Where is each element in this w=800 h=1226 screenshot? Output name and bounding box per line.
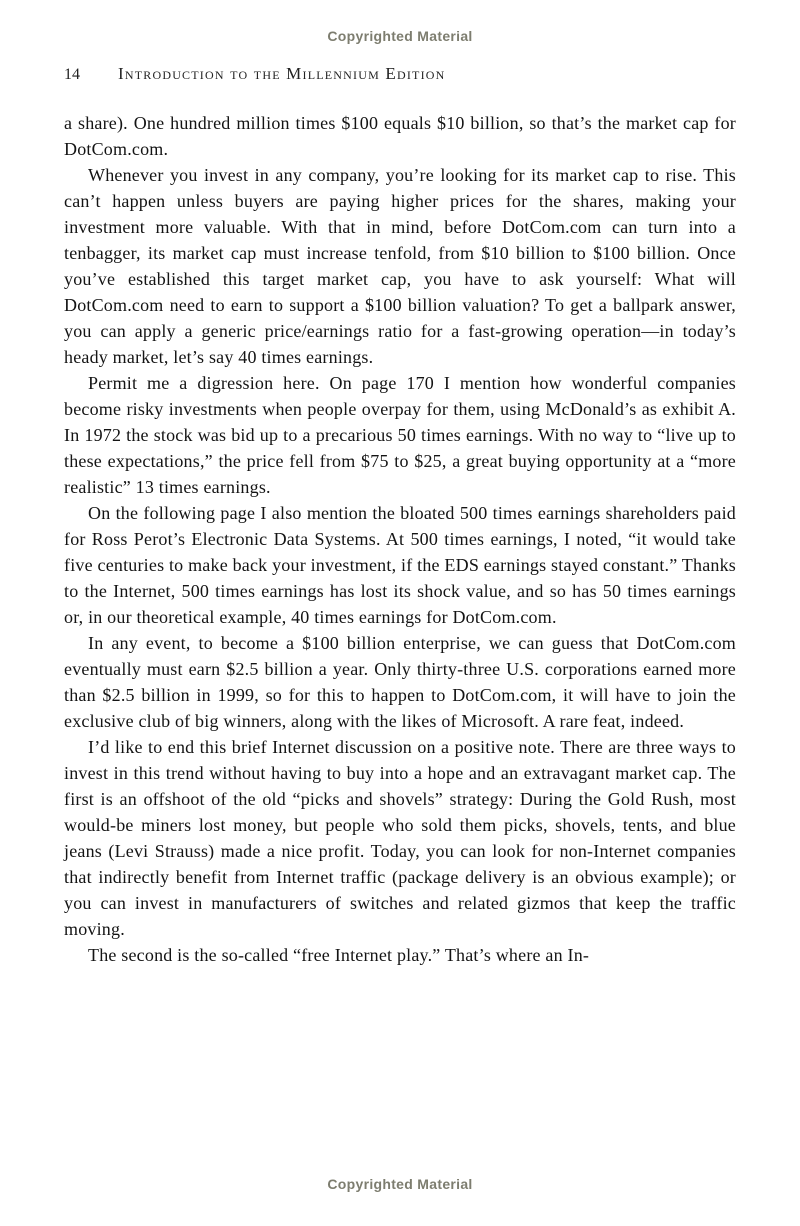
- page-number: 14: [64, 66, 80, 83]
- page-body: [64, 110, 736, 968]
- paragraph: On the following page I also mention the bloated 500 times earnings shareholders paid for Ross Perot’s Electronic Data Systems. At 500 times earnings, I noted, “it would take five centuries to make back your investment, if the EDS earnings stayed constant.” Thanks to the Internet, 500 times earnings has lost its shock value, and so has 50 times earnings or, in our theoretical example, 40 times earnings for DotCom.com.: [64, 503, 736, 627]
- paragraph: The second is the so-called “free Internet play.” That’s where an In-: [88, 945, 590, 965]
- chapter-title: Introduction to the Millennium Edition: [118, 64, 446, 83]
- paragraph: In any event, to become a $100 billion enterprise, we can guess that DotCom.com eventually must earn $2.5 billion a year. Only thirty-three U.S. corporations earned more than $2.5 billion in 1999, so for this to happen to DotCom.com, it will have to join the exclusive club of big winners, along with the likes of Microsoft. A rare feat, indeed.: [64, 633, 736, 731]
- paragraph: I’d like to end this brief Internet discussion on a positive note. There are three ways to invest in this trend without having to buy into a hope and an extravagant market cap. The first is an offshoot of the old “picks and shovels” strategy: During the Gold Rush, most would-be miners lost money, but people who sold them picks, shovels, tents, and blue jeans (Levi Strauss) made a nice profit. Today, you can look for non-Internet companies that indirectly benefit from Internet traffic (package delivery is an obvious example); or you can invest in manufacturers of switches and related gizmos that keep the traffic moving.: [64, 737, 736, 939]
- paragraph: a share). One hundred million times $100 equals $10 billion, so that’s the market cap for DotCom.com.: [64, 113, 736, 159]
- running-header: [64, 64, 736, 84]
- paragraph: Whenever you invest in any company, you’re looking for its market cap to rise. This can’t happen unless buyers are paying higher prices for the shares, making your investment more valuable. With that in mind, before DotCom.com can turn into a tenbagger, its market cap must increase tenfold, from $10 billion to $100 billion. Once you’ve established this target market cap, you have to ask yourself: What will DotCom.com need to earn to support a $100 billion valuation? To get a ballpark answer, you can apply a generic price/earnings ratio for a fast-growing operation—in today’s heady market, let’s say 40 times earnings.: [64, 165, 736, 367]
- copyright-notice-top: Copyrighted Material: [327, 28, 473, 44]
- paragraph: Permit me a digression here. On page 170 I mention how wonderful companies become risky investments when people overpay for them, using McDonald’s as exhibit A. In 1972 the stock was bid up to a precarious 50 times earnings. With no way to “live up to these expectations,” the price fell from $75 to $25, a great buying opportunity at a “more realistic” 13 times earnings.: [64, 373, 736, 497]
- copyright-notice-bottom: Copyrighted Material: [327, 1176, 473, 1192]
